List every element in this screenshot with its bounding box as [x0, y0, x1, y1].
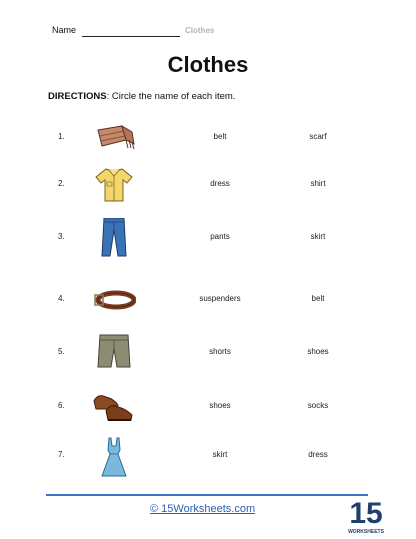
topic-label: Clothes: [185, 26, 215, 35]
pants-icon: [92, 218, 136, 258]
choice-b[interactable]: scarf: [309, 132, 327, 141]
question-number: 5.: [58, 347, 65, 356]
footer-link[interactable]: © 15Worksheets.com: [150, 503, 256, 515]
footer-divider: [46, 494, 368, 496]
logo-text: WORKSHEETS: [348, 529, 384, 535]
choice-a[interactable]: skirt: [212, 450, 228, 459]
question-row: [0, 333, 416, 373]
choice-b[interactable]: shoes: [307, 347, 329, 356]
shirt-icon: [92, 165, 136, 205]
question-number: 7.: [58, 450, 65, 459]
question-row: [0, 280, 416, 320]
directions: [48, 91, 235, 102]
dress-icon: [92, 436, 136, 480]
choice-a[interactable]: suspenders: [199, 294, 241, 303]
name-line[interactable]: [82, 36, 180, 37]
choice-a[interactable]: dress: [210, 179, 230, 188]
question-row: [0, 436, 416, 476]
question-row: [0, 165, 416, 205]
choice-b[interactable]: dress: [308, 450, 328, 459]
shoes-icon: [92, 387, 136, 427]
scarf-icon: [92, 118, 136, 158]
choice-a[interactable]: shoes: [209, 401, 231, 410]
choice-b[interactable]: belt: [311, 294, 325, 303]
choice-b[interactable]: socks: [307, 401, 329, 410]
directions-label: DIRECTIONS: [48, 91, 107, 102]
logo-number: 15: [349, 497, 383, 530]
question-row: [0, 118, 416, 158]
question-number: 2.: [58, 179, 65, 188]
question-number: 3.: [58, 232, 65, 241]
name-row: [52, 25, 352, 39]
shorts-icon: [92, 333, 136, 373]
question-number: 1.: [58, 132, 65, 141]
logo: [348, 494, 384, 536]
page-title: Clothes: [167, 52, 249, 77]
choice-a[interactable]: pants: [210, 232, 230, 241]
question-number: 6.: [58, 401, 65, 410]
choice-a[interactable]: belt: [213, 132, 227, 141]
question-row: [0, 387, 416, 427]
belt-icon: [92, 280, 136, 320]
choice-b[interactable]: skirt: [310, 232, 326, 241]
choice-a[interactable]: shorts: [209, 347, 231, 356]
question-number: 4.: [58, 294, 65, 303]
question-row: [0, 218, 416, 258]
name-label: Name: [52, 25, 77, 35]
directions-text: : Circle the name of each item.: [106, 91, 236, 102]
choice-b[interactable]: shirt: [310, 179, 326, 188]
